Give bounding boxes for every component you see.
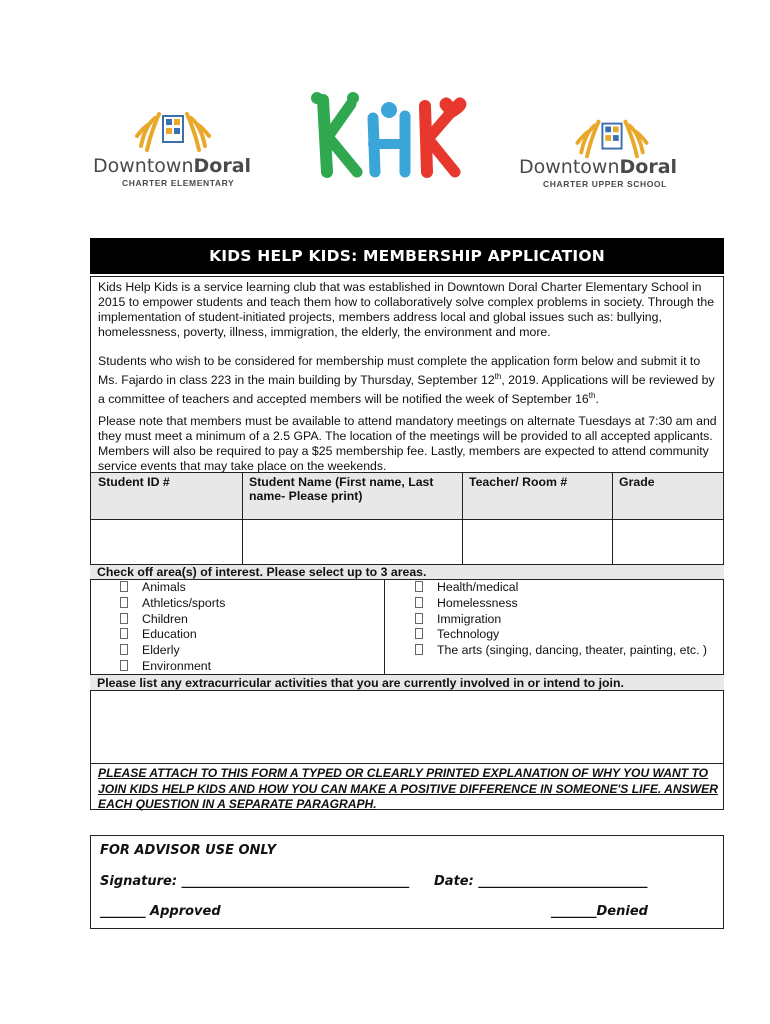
extracurricular-field[interactable] <box>91 691 723 763</box>
checkbox-icon[interactable] <box>415 644 423 655</box>
requirements-paragraph: Please note that members must be available to attend mandatory meetings on alternate Tuesdays at 7:30 am and they must meet a minimum of a 2.5 GPA. The location of the meetings will be provided to all accepted applicants. Members will also be required to pay a $25 membership fee. Lastly, members are expected to attend community service events that may take place on the weekends. <box>98 414 717 473</box>
checkbox-icon[interactable] <box>120 613 128 624</box>
grade-field[interactable] <box>613 520 724 566</box>
interest-list-right <box>415 580 707 659</box>
interest-label: Animals <box>142 580 186 594</box>
interest-label: Education <box>142 627 197 642</box>
checkbox-icon[interactable] <box>120 644 128 655</box>
checkbox-icon[interactable] <box>120 597 128 608</box>
submission-paragraph <box>98 354 718 407</box>
interest-option[interactable] <box>120 627 225 643</box>
interest-label: Athletics/sports <box>142 595 226 610</box>
divider <box>90 763 724 764</box>
checkbox-icon[interactable] <box>415 597 423 608</box>
advisor-heading: FOR ADVISOR USE ONLY <box>100 843 277 858</box>
khk-logo-icon <box>305 88 475 180</box>
checkbox-icon[interactable] <box>120 581 128 592</box>
checkbox-icon[interactable] <box>415 628 423 639</box>
logo-word-bold: Doral <box>619 156 678 178</box>
sunburst-emblem-icon <box>133 106 213 156</box>
date-field[interactable]: Date: __________________________ <box>434 874 648 889</box>
submission-text-a: Students who wish to be considered for membership must complete the application form below and submit it to Ms. Fajardo in class 223 in the main building by Thursday, September 12 <box>98 354 701 388</box>
interest-option[interactable] <box>415 612 707 628</box>
student-info-table <box>90 472 724 566</box>
form-title: KIDS HELP KIDS: MEMBERSHIP APPLICATION <box>90 238 724 274</box>
superscript: th <box>494 372 502 381</box>
interest-label: The arts (singing, dancing, theater, painting, etc. ) <box>437 643 708 658</box>
logo-word-light: Downtown <box>93 155 194 177</box>
checkbox-icon[interactable] <box>415 613 423 624</box>
submission-text-b: , 2019. Applications will be reviewed by a committee of teachers and accepted members will be notified the week of September 16 <box>98 373 715 407</box>
interest-list-left <box>120 580 225 675</box>
table-header-row <box>91 473 724 520</box>
checkbox-icon[interactable] <box>120 660 128 671</box>
interest-label: Children <box>142 611 188 626</box>
interest-option[interactable] <box>120 659 225 675</box>
interest-label: Health/medical <box>437 580 519 594</box>
student-name-field[interactable] <box>243 520 463 566</box>
interest-option[interactable] <box>415 580 707 596</box>
interest-option[interactable] <box>120 643 225 659</box>
interests-header: Check off area(s) of interest. Please select up to 3 areas. <box>90 564 724 580</box>
interest-label: Homelessness <box>437 595 518 610</box>
header-teacher-room: Teacher/ Room # <box>463 473 613 520</box>
interest-option[interactable] <box>120 580 225 596</box>
intro-paragraph: Kids Help Kids is a service learning club that was established in Downtown Doral Charter Elementary School in 2015 to empower students and teach them how to collaboratively solve complex problems in society. Through the implementation of student-initiated projects, members address local and global issues such as: bullying, homelessness, poverty, illness, immigration, the elderly, the environment and more. <box>98 280 715 339</box>
interest-label: Elderly <box>142 643 180 658</box>
header-student-id: Student ID # <box>91 473 243 520</box>
divider <box>384 580 385 674</box>
logo-subtitle: CHARTER UPPER SCHOOL <box>543 179 667 189</box>
extracurricular-header: Please list any extracurricular activities that you are currently involved in or intend to join. <box>90 674 724 691</box>
interest-option[interactable] <box>120 612 225 628</box>
logo-word-light: Downtown <box>519 156 620 178</box>
checkbox-icon[interactable] <box>120 628 128 639</box>
teacher-room-field[interactable] <box>463 520 613 566</box>
student-id-field[interactable] <box>91 520 243 566</box>
table-row <box>91 520 724 566</box>
header-student-name: Student Name (First name, Last name- Please print) <box>243 473 463 520</box>
interest-label: Technology <box>437 627 500 642</box>
header-grade: Grade <box>613 473 724 520</box>
interest-option[interactable] <box>415 627 707 643</box>
checkbox-icon[interactable] <box>415 581 423 592</box>
submission-text-c: . <box>595 392 599 407</box>
logo-word-bold: Doral <box>193 155 252 177</box>
interest-option[interactable] <box>415 596 707 612</box>
interest-option[interactable] <box>415 643 707 659</box>
attach-instructions: PLEASE ATTACH TO THIS FORM A TYPED OR CLEARLY PRINTED EXPLANATION OF WHY YOU WANT TO JOIN KIDS HELP KIDS AND HOW YOU CAN MAKE A POSITIVE DIFFERENCE IN SOMEONE'S LIFE. ANSWER EACH QUESTION IN A SEPARATE PARAGRAPH. <box>98 766 718 811</box>
denied-field[interactable]: _______Denied <box>551 904 648 919</box>
interest-label: Immigration <box>437 611 502 626</box>
superscript: th <box>588 391 596 401</box>
interest-option[interactable] <box>120 596 225 612</box>
sunburst-emblem-icon <box>572 114 652 162</box>
approved-field[interactable]: _______ Approved <box>100 904 221 919</box>
signature-field[interactable]: Signature: ___________________________________ <box>100 874 410 889</box>
interest-label: Environment <box>142 658 212 673</box>
logo-subtitle: CHARTER ELEMENTARY <box>122 178 235 188</box>
